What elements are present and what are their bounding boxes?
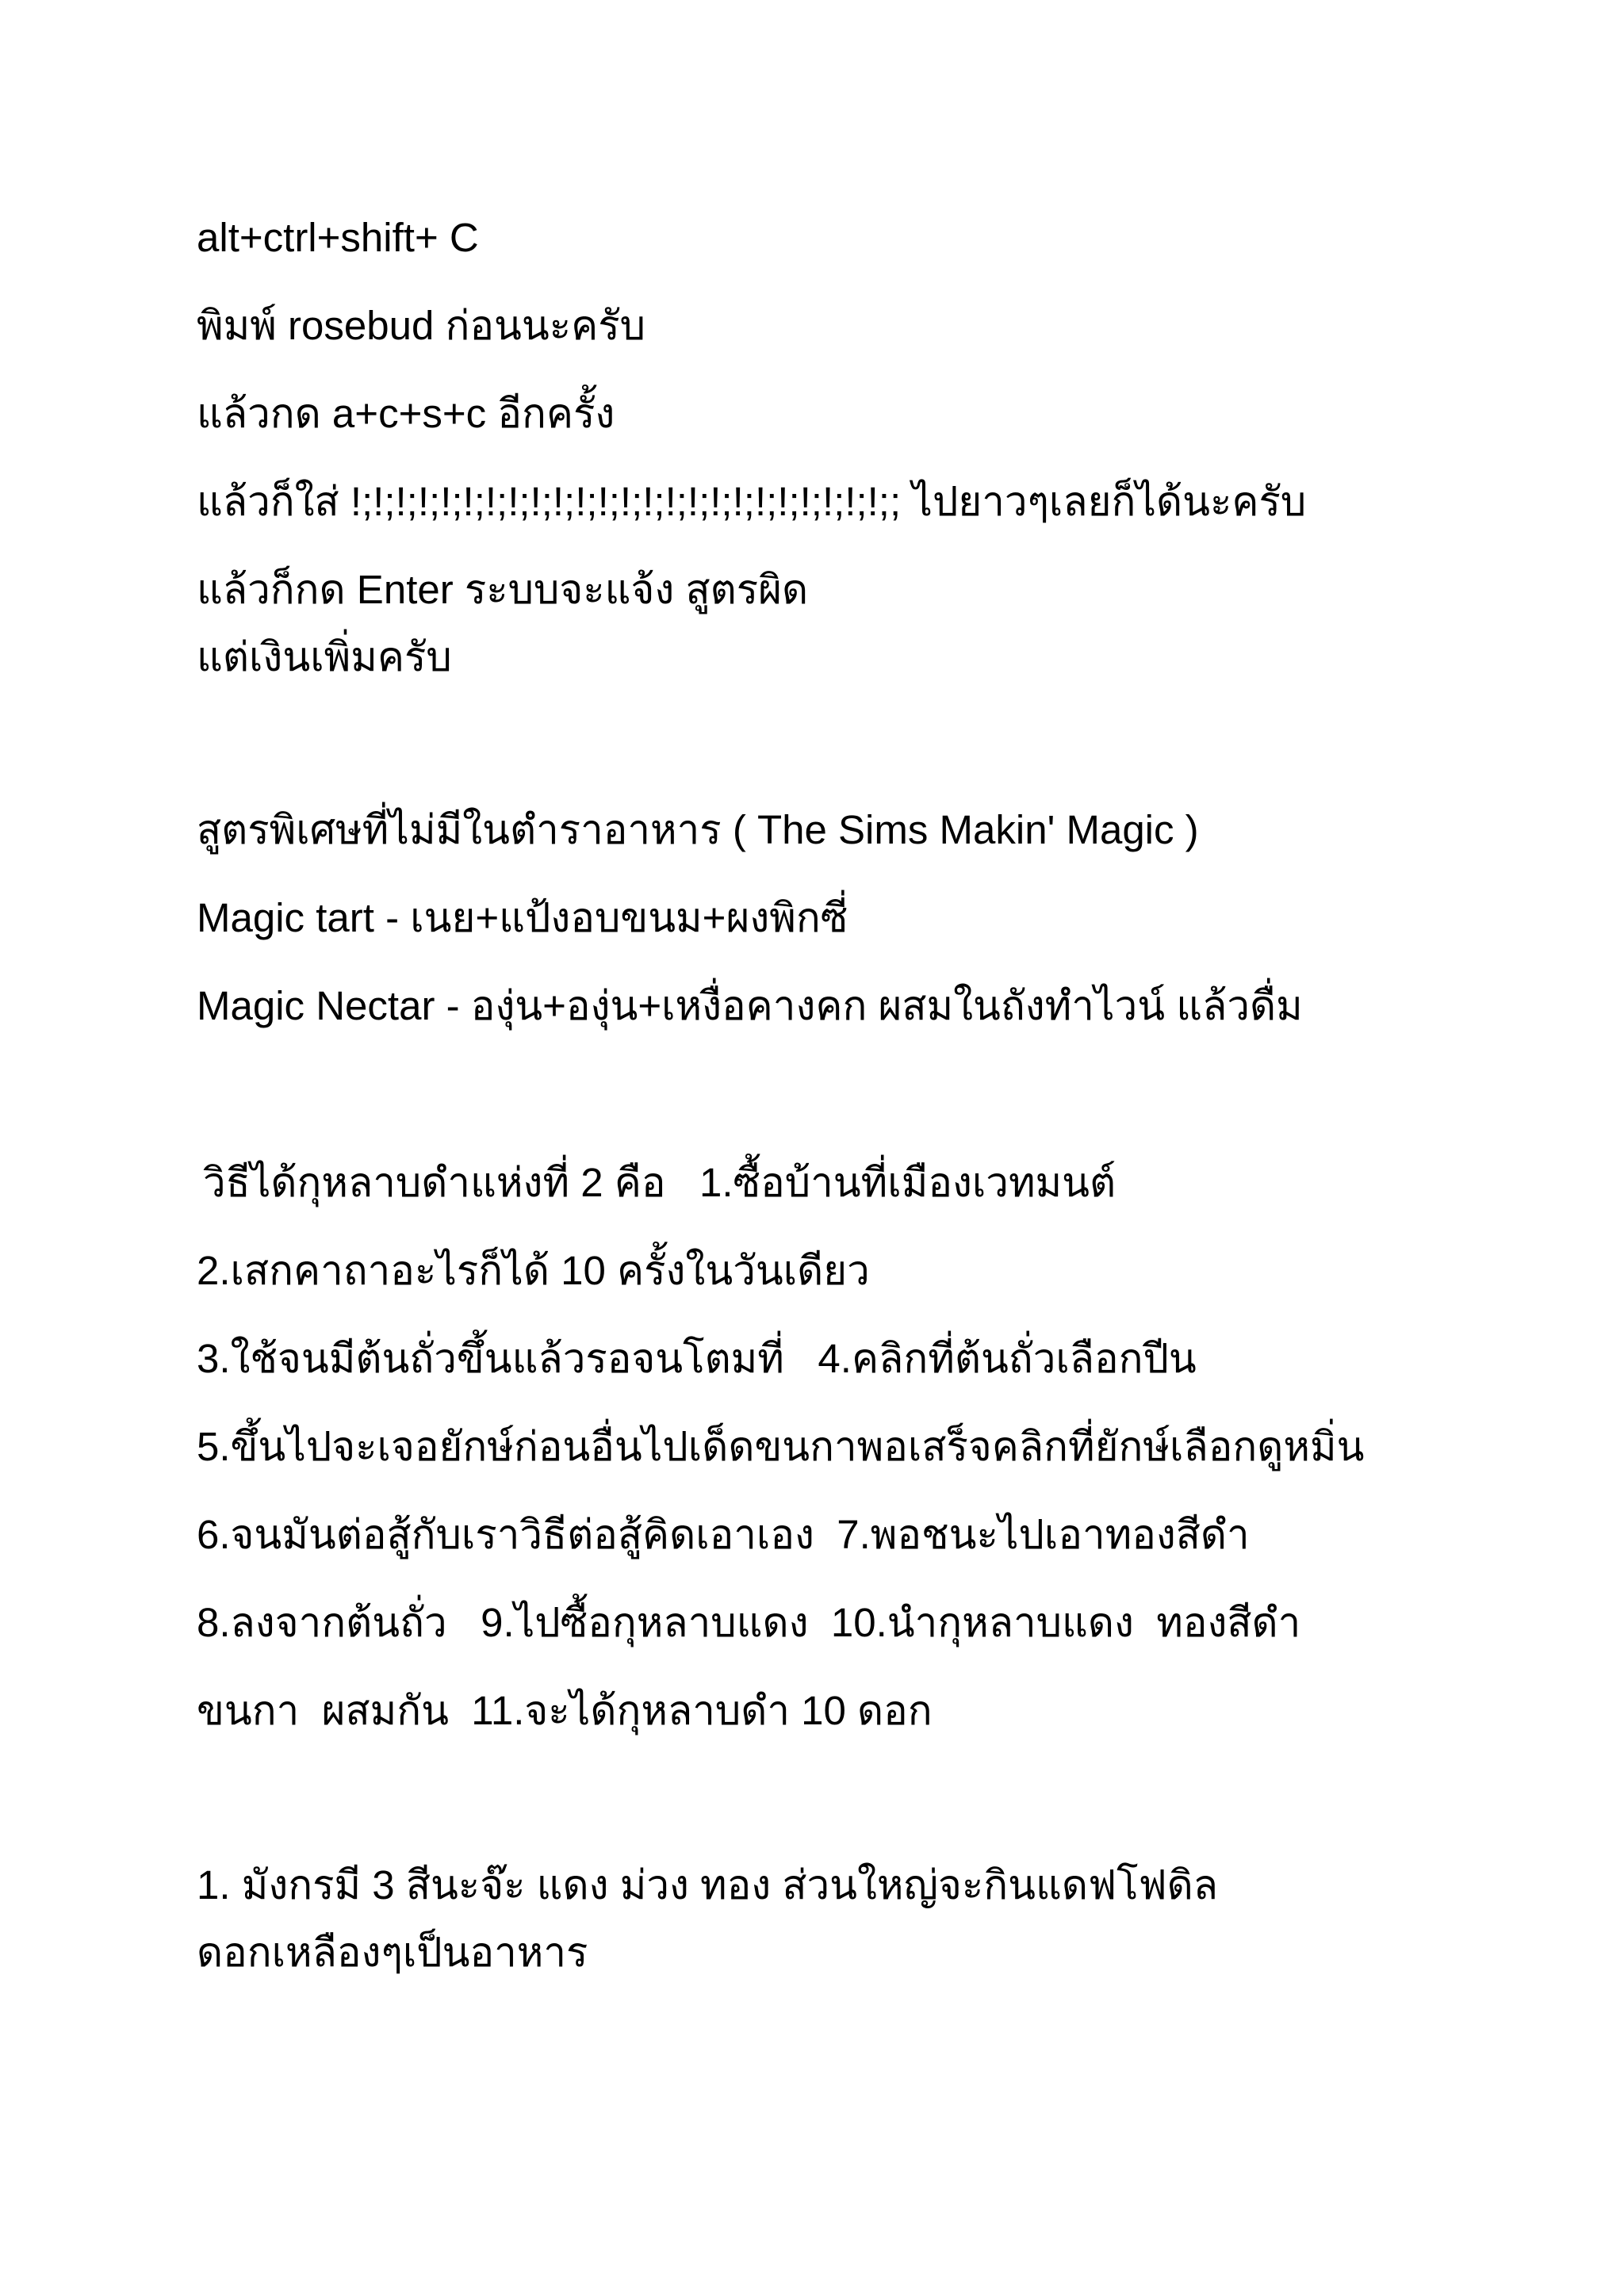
steps-line: วิธีได้กุหลาบดำแห่งที่ 2 คือ 1.ซื้อบ้านที่เมืองเวทมนต์ [203,1160,1116,1205]
shortcut-line: alt+ctrl+shift+ C [197,215,479,260]
note-line: ดอกเหลืองๆเป็นอาหาร [197,1930,588,1975]
recipe-line: Magic tart - เนย+แป้งอบขนม+ผงพิกซี่ [197,895,848,940]
instruction-line: แล้วกด a+c+s+c อีกครั้ง [197,391,615,436]
instruction-line: แต่เงินเพิ่มครับ [197,634,452,679]
recipe-line: Magic Nectar - องุ่น+องุ่น+เหงื่อคางคก ผสมในถังทำไวน์ แล้วดื่ม [197,983,1303,1028]
steps-line: 6.จนมันต่อสู้กับเราวิธีต่อสู้คิดเอาเอง 7.พอชนะไปเอาทองสีดำ [197,1512,1250,1557]
steps-line: 2.เสกคาถาอะไรก็ได้ 10 ครั้งในวันเดียว [197,1248,870,1293]
steps-line: 8.ลงจากต้นถั่ว 9.ไปซื้อกุหลาบแดง 10.นำกุหลาบแดง ทองสีดำ [197,1600,1301,1645]
note-line: 1. มังกรมี 3 สีนะจ๊ะ แดง ม่วง ทอง ส่วนใหญ่จะกินแดฟโฟดิล [197,1862,1218,1908]
steps-line: 5.ขึ้นไปจะเจอยักษ์ก่อนอื่นไปเด็ดขนกาพอเสร็จคลิกที่ยักษ์เลือกดูหมิ่น [197,1424,1365,1469]
steps-line: ขนกา ผสมกัน 11.จะได้กุหลาบดำ 10 ดอก [197,1688,933,1733]
instruction-line: แล้วก็กด Enter ระบบจะแจ้ง สูตรผิด [197,567,809,612]
instruction-line: แล้วก็ใส่ !;!;!;!;!;!;!;!;!;!;!;!;!;!;!;!;!;!;!;!;!;!;!;!;; ไปยาวๆเลยก็ได้นะครับ [197,479,1307,524]
steps-line: 3.ใช้จนมีต้นถั่วขึ้นแล้วรอจนโตมที่ 4.คลิกที่ต้นถั่วเลือกปีน [197,1336,1197,1381]
section-heading: สูตรพิเศษที่ไม่มีในตำราอาหาร ( The Sims Makin' Magic ) [197,807,1199,852]
instruction-line: พิมพ์ rosebud ก่อนนะครับ [197,303,646,348]
